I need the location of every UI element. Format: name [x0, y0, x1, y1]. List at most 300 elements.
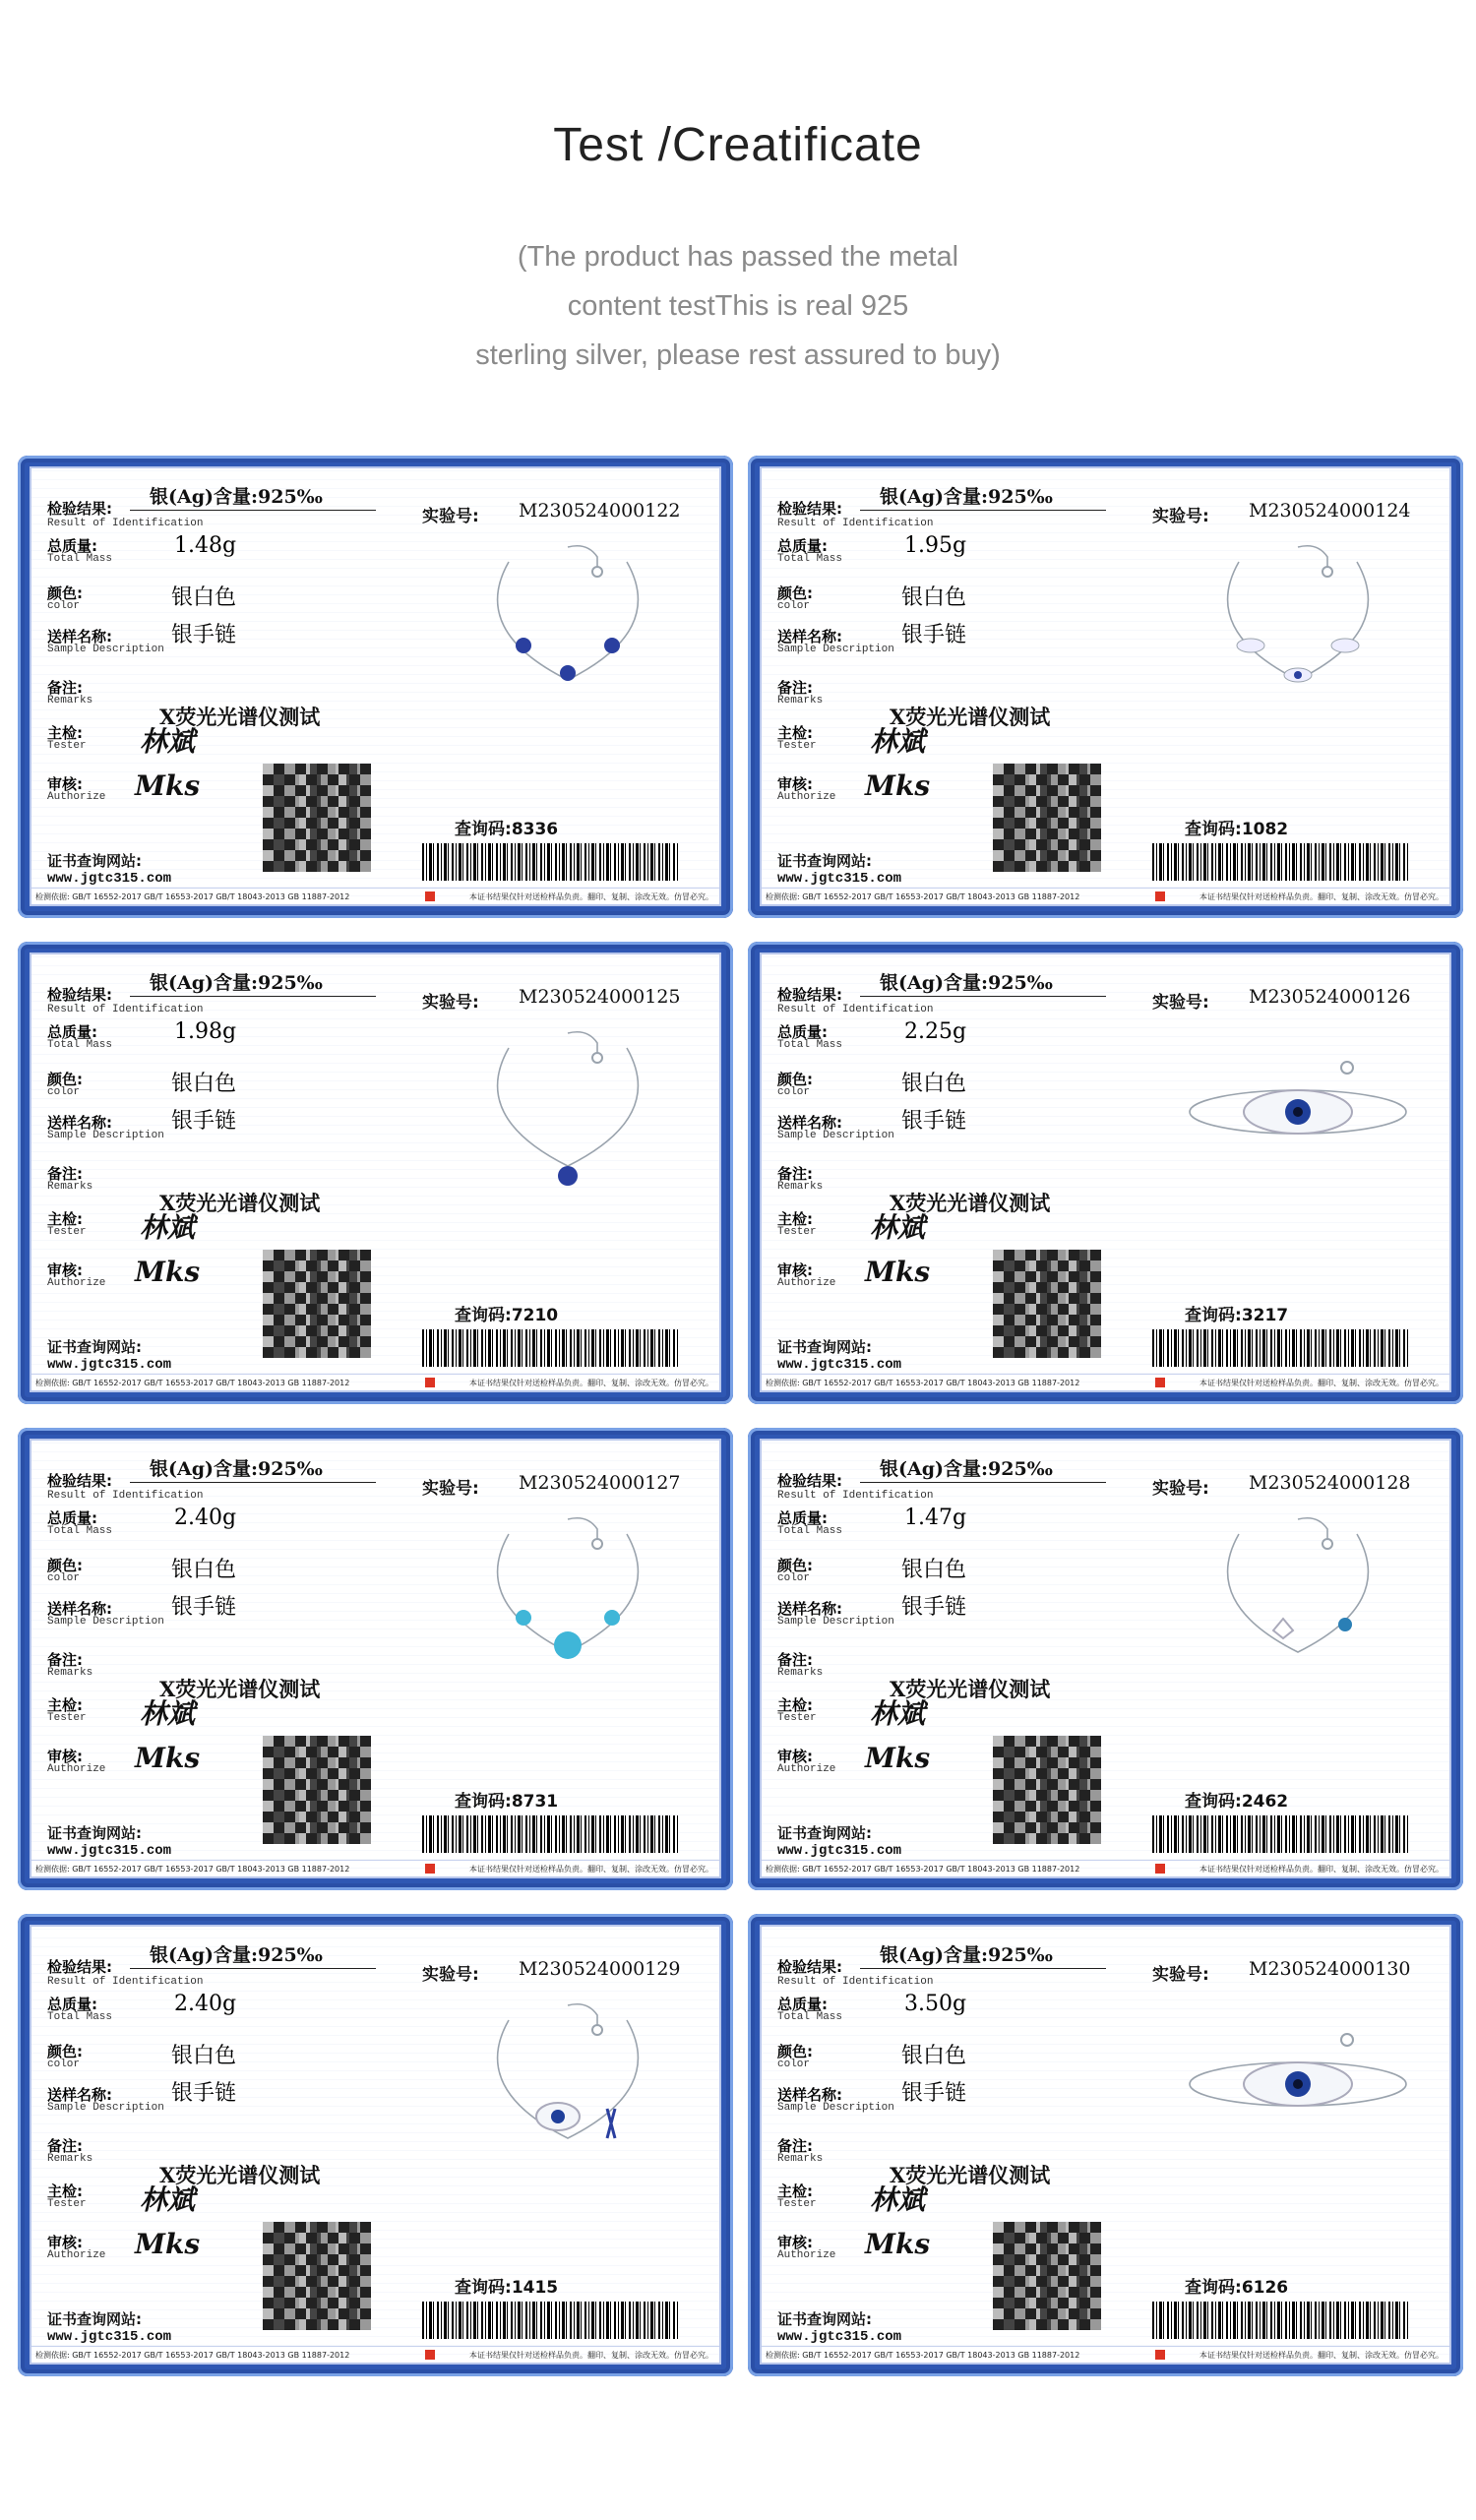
desc-label: 送样名称: [777, 1114, 842, 1132]
remarks-en: Remarks [777, 1667, 824, 1679]
bracelet-ring [1322, 567, 1332, 577]
footer-standards: 检测依据: GB/T 16552-2017 GB/T 16553-2017 GB/T 18043-2013 GB 11887-2012 [766, 2351, 1080, 2360]
barcode [422, 1329, 678, 1367]
bracelet-ring [592, 1539, 602, 1549]
authorize-label: 审核: [47, 2234, 83, 2251]
tester-signature: 林斌 [870, 2183, 926, 2216]
barcode [1152, 1329, 1408, 1367]
eye-charm-right [604, 1610, 620, 1626]
bracelet-clasp [1298, 1518, 1327, 1539]
warning-flag-icon [425, 1864, 435, 1874]
certificate-card-8 [748, 1914, 1463, 2376]
result-en: Result of Identification [47, 1976, 204, 1988]
footer-disclaimer: 本证书结果仅针对送检样品负责。翻印、复制、涂改无效。仿冒必究。 [469, 892, 713, 901]
experiment-label: 实验号: [1152, 993, 1209, 1013]
tester-signature: 林斌 [140, 2183, 196, 2216]
color-label: 颜色: [777, 1557, 813, 1574]
certificate-product [1140, 1441, 1450, 1864]
eye-charm-iris [551, 2110, 565, 2123]
color-label: 颜色: [47, 2043, 83, 2060]
tester-en: Tester [47, 740, 87, 752]
eye-charm-center [560, 665, 576, 681]
authorize-signature: Mks [135, 2228, 201, 2260]
color-value: 银白色 [901, 585, 967, 610]
authorize-signature: Mks [865, 769, 931, 802]
bracelet-image [450, 542, 686, 709]
authorize-signature: Mks [135, 1742, 201, 1774]
desc-en: Sample Description [47, 644, 164, 655]
qr-code [993, 1736, 1101, 1844]
experiment-number: M230524000128 [1249, 1472, 1411, 1494]
test-method: X荧光光谱仪测试 [159, 2163, 321, 2187]
web-url[interactable]: www.jgtc315.com [777, 871, 902, 887]
bracelet-ring [592, 2025, 602, 2035]
mass-label: 总质量: [47, 1996, 97, 2013]
test-method: X荧光光谱仪测试 [159, 1677, 321, 1701]
footer-standards: 检测依据: GB/T 16552-2017 GB/T 16553-2017 GB/T 18043-2013 GB 11887-2012 [766, 1379, 1080, 1387]
warning-flag-icon [1155, 1378, 1165, 1387]
authorize-en: Authorize [47, 791, 106, 803]
bracelet-clasp [568, 1032, 597, 1053]
mass-label: 总质量: [777, 1509, 828, 1527]
color-en: color [777, 1572, 811, 1584]
authorize-signature: Mks [865, 1742, 931, 1774]
test-method: X荧光光谱仪测试 [890, 1677, 1051, 1701]
result-label: 检验结果: [47, 986, 112, 1004]
desc-value: 银手链 [901, 623, 967, 647]
tester-signature: 林斌 [140, 1697, 196, 1730]
bracelet-ring [592, 1053, 602, 1063]
result-label: 检验结果: [777, 986, 842, 1004]
certificate-body [30, 1439, 721, 1878]
certificate-footer [762, 888, 1449, 904]
bracelet-chain [1228, 562, 1369, 680]
warning-flag-icon [1155, 891, 1165, 901]
underline [130, 1968, 376, 1969]
certificate-card-5 [18, 1428, 733, 1890]
color-label: 颜色: [777, 1071, 813, 1088]
certificate-product [410, 1441, 720, 1864]
experiment-label: 实验号: [422, 507, 479, 526]
eye-charm [1338, 1618, 1352, 1631]
mass-value: 1.95g [904, 533, 967, 558]
query-code: 查询码:7210 [455, 1306, 559, 1325]
underline [860, 1482, 1106, 1483]
tester-label: 主检: [777, 1210, 813, 1228]
experiment-number: M230524000130 [1249, 1958, 1411, 1980]
underline [130, 1482, 376, 1483]
bracelet-chain [498, 562, 639, 680]
certificate-footer [31, 1860, 719, 1876]
certificate-body [30, 1925, 721, 2365]
certificate-card-3 [18, 942, 733, 1404]
certificate-product [410, 468, 720, 891]
authorize-signature: Mks [865, 1256, 931, 1288]
authorize-label: 审核: [47, 1748, 83, 1765]
mass-label: 总质量: [47, 1023, 97, 1041]
warning-flag-icon [1155, 2350, 1165, 2360]
experiment-label: 实验号: [422, 1965, 479, 1985]
remarks-en: Remarks [777, 2153, 824, 2165]
warning-flag-icon [425, 1378, 435, 1387]
barcode [1152, 2302, 1408, 2339]
desc-value: 银手链 [901, 2081, 967, 2106]
experiment-label: 实验号: [1152, 1479, 1209, 1499]
warning-flag-icon [425, 891, 435, 901]
mass-value: 1.98g [174, 1019, 237, 1044]
query-code: 查询码:1415 [455, 2278, 559, 2298]
footer-standards: 检测依据: GB/T 16552-2017 GB/T 16553-2017 GB/T 18043-2013 GB 11887-2012 [766, 892, 1080, 901]
color-label: 颜色: [777, 2043, 813, 2060]
query-code: 查询码:8731 [455, 1792, 559, 1812]
authorize-en: Authorize [777, 1277, 836, 1289]
remarks-label: 备注: [47, 1651, 83, 1669]
color-en: color [47, 600, 81, 612]
authorize-en: Authorize [777, 791, 836, 803]
bracelet-clasp [568, 2004, 597, 2025]
authorize-label: 审核: [47, 775, 83, 793]
wishbone-charm [607, 2109, 615, 2138]
desc-value: 银手链 [171, 1595, 237, 1620]
remarks-label: 备注: [777, 1165, 813, 1183]
bracelet-chain [498, 1048, 639, 1166]
result-label: 检验结果: [47, 1958, 112, 1976]
certificate-footer [762, 1860, 1449, 1876]
experiment-label: 实验号: [1152, 1965, 1209, 1985]
footer-disclaimer: 本证书结果仅针对送检样品负责。翻印、复制、涂改无效。仿冒必究。 [1199, 2351, 1444, 2360]
barcode [1152, 1815, 1408, 1853]
color-value: 银白色 [901, 1558, 967, 1582]
mass-label: 总质量: [47, 537, 97, 555]
footer-standards: 检测依据: GB/T 16552-2017 GB/T 16553-2017 GB/T 18043-2013 GB 11887-2012 [766, 1865, 1080, 1874]
result-en: Result of Identification [777, 518, 934, 529]
certificate-footer [762, 1374, 1449, 1390]
tester-en: Tester [47, 1712, 87, 1724]
color-value: 银白色 [901, 1072, 967, 1096]
color-value: 银白色 [171, 585, 237, 610]
warning-flag-icon [425, 2350, 435, 2360]
color-en: color [777, 600, 811, 612]
barcode [422, 1815, 678, 1853]
query-code: 查询码:3217 [1185, 1306, 1289, 1325]
eye-charm-pupil [1293, 1107, 1303, 1117]
mass-en: Total Mass [777, 1039, 843, 1051]
mass-value: 2.40g [174, 1992, 237, 2016]
mass-value: 1.47g [904, 1506, 967, 1530]
qr-code [263, 764, 371, 872]
mass-value: 2.25g [904, 1019, 967, 1044]
web-url[interactable]: www.jgtc315.com [777, 2329, 902, 2345]
barcode [1152, 843, 1408, 881]
experiment-number: M230524000125 [519, 986, 681, 1008]
test-method: X荧光光谱仪测试 [890, 705, 1051, 729]
web-label: 证书查询网站: [47, 1824, 142, 1842]
web-label: 证书查询网站: [47, 1338, 142, 1356]
desc-en: Sample Description [777, 1616, 894, 1628]
qr-code [263, 1736, 371, 1844]
result-en: Result of Identification [777, 1976, 934, 1988]
tester-label: 主检: [777, 1696, 813, 1714]
footer-disclaimer: 本证书结果仅针对送检样品负责。翻印、复制、涂改无效。仿冒必究。 [469, 1865, 713, 1874]
web-label: 证书查询网站: [47, 852, 142, 870]
authorize-label: 审核: [777, 1748, 813, 1765]
web-url[interactable]: www.jgtc315.com [777, 1357, 902, 1373]
tester-signature: 林斌 [870, 1697, 926, 1730]
certificate-info [31, 954, 405, 1378]
remarks-en: Remarks [47, 1181, 93, 1193]
mass-label: 总质量: [777, 1023, 828, 1041]
mass-value: 3.50g [904, 1992, 967, 2016]
underline [130, 510, 376, 511]
certificate-product [1140, 468, 1450, 891]
remarks-en: Remarks [47, 695, 93, 707]
desc-en: Sample Description [47, 1130, 164, 1141]
desc-label: 送样名称: [47, 1600, 112, 1618]
warning-flag-icon [1155, 1864, 1165, 1874]
web-url[interactable]: www.jgtc315.com [47, 1843, 172, 1859]
qr-code [263, 2222, 371, 2330]
qr-code [993, 764, 1101, 872]
certificate-info [762, 468, 1136, 891]
experiment-label: 实验号: [422, 1479, 479, 1499]
mass-value: 1.48g [174, 533, 237, 558]
remarks-label: 备注: [777, 1651, 813, 1669]
bracelet-clasp [568, 1518, 597, 1539]
eye-charm-left [516, 638, 531, 653]
certificate-info [31, 1927, 405, 2350]
certificate-card-6 [748, 1428, 1463, 1890]
footer-standards: 检测依据: GB/T 16552-2017 GB/T 16553-2017 GB/T 18043-2013 GB 11887-2012 [35, 1865, 350, 1874]
result-label: 检验结果: [47, 500, 112, 518]
bracelet-image [1180, 1514, 1416, 1682]
silver-content: 银(Ag)含量:925‰ [150, 486, 323, 508]
tester-en: Tester [47, 2198, 87, 2210]
desc-label: 送样名称: [47, 1114, 112, 1132]
web-label: 证书查询网站: [777, 1824, 872, 1842]
desc-value: 银手链 [171, 1109, 237, 1134]
remarks-en: Remarks [47, 1667, 93, 1679]
silver-content: 银(Ag)含量:925‰ [880, 1944, 1053, 1966]
certificate-footer [31, 888, 719, 904]
mass-en: Total Mass [777, 1525, 843, 1537]
certificate-product [1140, 954, 1450, 1378]
tester-signature: 林斌 [140, 725, 196, 758]
silver-content: 银(Ag)含量:925‰ [880, 1458, 1053, 1480]
underline [860, 510, 1106, 511]
result-en: Result of Identification [47, 1004, 204, 1015]
authorize-en: Authorize [777, 1763, 836, 1775]
experiment-label: 实验号: [1152, 507, 1209, 526]
result-label: 检验结果: [47, 1472, 112, 1490]
eye-charm-left [1237, 639, 1264, 652]
subtitle-line-2: content testThis is real 925 [567, 290, 909, 322]
bracelet-image [1180, 2000, 1416, 2168]
footer-standards: 检测依据: GB/T 16552-2017 GB/T 16553-2017 GB/T 18043-2013 GB 11887-2012 [35, 1379, 350, 1387]
qr-code [993, 2222, 1101, 2330]
eye-charm-center [554, 1631, 582, 1659]
certificate-card-7 [18, 1914, 733, 2376]
tester-en: Tester [777, 1226, 817, 1238]
certificate-product [410, 954, 720, 1378]
remarks-label: 备注: [47, 679, 83, 697]
footer-disclaimer: 本证书结果仅针对送检样品负责。翻印、复制、涂改无效。仿冒必究。 [1199, 1379, 1444, 1387]
result-label: 检验结果: [777, 1958, 842, 1976]
test-method: X荧光光谱仪测试 [890, 1191, 1051, 1215]
color-label: 颜色: [47, 1071, 83, 1088]
certificate-info [31, 468, 405, 891]
mass-label: 总质量: [777, 1996, 828, 2013]
footer-disclaimer: 本证书结果仅针对送检样品负责。翻印、复制、涂改无效。仿冒必究。 [1199, 1865, 1444, 1874]
certificate-footer [762, 2346, 1449, 2363]
mass-label: 总质量: [47, 1509, 97, 1527]
desc-en: Sample Description [777, 2102, 894, 2114]
certificate-body [760, 1925, 1451, 2365]
query-code: 查询码:1082 [1185, 820, 1289, 839]
certificate-body [760, 1439, 1451, 1878]
authorize-signature: Mks [865, 2228, 931, 2260]
web-url[interactable]: www.jgtc315.com [777, 1843, 902, 1859]
desc-label: 送样名称: [777, 1600, 842, 1618]
underline [860, 1968, 1106, 1969]
desc-label: 送样名称: [777, 2086, 842, 2104]
slider-bead [1341, 1062, 1353, 1074]
web-url[interactable]: www.jgtc315.com [47, 871, 172, 887]
test-method: X荧光光谱仪测试 [159, 705, 321, 729]
subtitle-line-1: (The product has passed the metal [517, 241, 959, 273]
eye-charm-pupil [1293, 2079, 1303, 2089]
certificate-info [762, 1927, 1136, 2350]
color-value: 银白色 [901, 2044, 967, 2068]
certificate-product [1140, 1927, 1450, 2350]
subtitle-line-3: sterling silver, please rest assured to buy) [475, 339, 1001, 371]
web-label: 证书查询网站: [777, 2310, 872, 2328]
authorize-en: Authorize [47, 1277, 106, 1289]
desc-label: 送样名称: [47, 628, 112, 645]
bracelet-image [1180, 1028, 1416, 1196]
desc-value: 银手链 [171, 2081, 237, 2106]
web-url[interactable]: www.jgtc315.com [47, 1357, 172, 1373]
web-label: 证书查询网站: [777, 1338, 872, 1356]
hamsa-charm [1273, 1619, 1293, 1638]
color-en: color [47, 1086, 81, 1098]
page-title: Test /Creatificate [553, 119, 923, 171]
authorize-en: Authorize [777, 2249, 836, 2261]
color-en: color [47, 2059, 81, 2070]
silver-content: 银(Ag)含量:925‰ [150, 1458, 323, 1480]
certificate-product [410, 1927, 720, 2350]
footer-disclaimer: 本证书结果仅针对送检样品负责。翻印、复制、涂改无效。仿冒必究。 [469, 1379, 713, 1387]
tester-label: 主检: [47, 1696, 83, 1714]
eye-charm-left [516, 1610, 531, 1626]
authorize-signature: Mks [135, 769, 201, 802]
remarks-en: Remarks [777, 1181, 824, 1193]
drop-charm [558, 1166, 578, 1186]
authorize-label: 审核: [47, 1261, 83, 1279]
bracelet-chain [1228, 1534, 1369, 1652]
experiment-number: M230524000126 [1249, 986, 1411, 1008]
certificate-body [30, 953, 721, 1392]
mass-en: Total Mass [47, 2011, 113, 2023]
desc-value: 银手链 [901, 1595, 967, 1620]
tester-en: Tester [777, 1712, 817, 1724]
remarks-en: Remarks [777, 695, 824, 707]
certificate-card-1 [18, 456, 733, 918]
result-en: Result of Identification [777, 1490, 934, 1502]
mass-en: Total Mass [47, 553, 113, 565]
authorize-en: Authorize [47, 1763, 106, 1775]
bracelet-image [1180, 542, 1416, 709]
web-url[interactable]: www.jgtc315.com [47, 2329, 172, 2345]
web-label: 证书查询网站: [47, 2310, 142, 2328]
tester-signature: 林斌 [870, 725, 926, 758]
color-label: 颜色: [47, 584, 83, 602]
silver-content: 银(Ag)含量:925‰ [880, 486, 1053, 508]
experiment-number: M230524000127 [519, 1472, 681, 1494]
footer-standards: 检测依据: GB/T 16552-2017 GB/T 16553-2017 GB/T 18043-2013 GB 11887-2012 [35, 892, 350, 901]
barcode [422, 843, 678, 881]
color-label: 颜色: [777, 584, 813, 602]
bracelet-ring [592, 567, 602, 577]
desc-en: Sample Description [777, 1130, 894, 1141]
slider-bead [1341, 2034, 1353, 2046]
barcode [422, 2302, 678, 2339]
qr-code [263, 1250, 371, 1358]
bracelet-image [450, 1028, 686, 1196]
desc-en: Sample Description [47, 2102, 164, 2114]
footer-disclaimer: 本证书结果仅针对送检样品负责。翻印、复制、涂改无效。仿冒必究。 [1199, 892, 1444, 901]
tester-label: 主检: [47, 2182, 83, 2200]
color-label: 颜色: [47, 1557, 83, 1574]
desc-en: Sample Description [777, 644, 894, 655]
result-label: 检验结果: [777, 500, 842, 518]
footer-disclaimer: 本证书结果仅针对送检样品负责。翻印、复制、涂改无效。仿冒必究。 [469, 2351, 713, 2360]
authorize-en: Authorize [47, 2249, 106, 2261]
bracelet-clasp [1298, 546, 1327, 567]
desc-value: 银手链 [171, 623, 237, 647]
color-value: 银白色 [171, 1558, 237, 1582]
result-en: Result of Identification [47, 518, 204, 529]
certificate-card-4 [748, 942, 1463, 1404]
desc-value: 银手链 [901, 1109, 967, 1134]
remarks-label: 备注: [47, 2137, 83, 2155]
bracelet-clasp [568, 546, 597, 567]
certificate-info [762, 954, 1136, 1378]
certificate-info [31, 1441, 405, 1864]
color-value: 银白色 [171, 1072, 237, 1096]
remarks-label: 备注: [47, 1165, 83, 1183]
color-value: 银白色 [171, 2044, 237, 2068]
tester-en: Tester [777, 2198, 817, 2210]
eye-charm-right [1331, 639, 1359, 652]
desc-label: 送样名称: [777, 628, 842, 645]
remarks-label: 备注: [777, 2137, 813, 2155]
color-en: color [47, 1572, 81, 1584]
tester-signature: 林斌 [140, 1211, 196, 1244]
underline [130, 996, 376, 997]
experiment-number: M230524000122 [519, 500, 681, 522]
bracelet-ring [1322, 1539, 1332, 1549]
certificate-card-2 [748, 456, 1463, 918]
qr-code [993, 1250, 1101, 1358]
eye-charm-right [604, 638, 620, 653]
tester-en: Tester [777, 740, 817, 752]
experiment-number: M230524000124 [1249, 500, 1411, 522]
certificate-info [762, 1441, 1136, 1864]
mass-en: Total Mass [777, 553, 843, 565]
silver-content: 银(Ag)含量:925‰ [150, 1944, 323, 1966]
desc-label: 送样名称: [47, 2086, 112, 2104]
bracelet-image [450, 1514, 686, 1682]
